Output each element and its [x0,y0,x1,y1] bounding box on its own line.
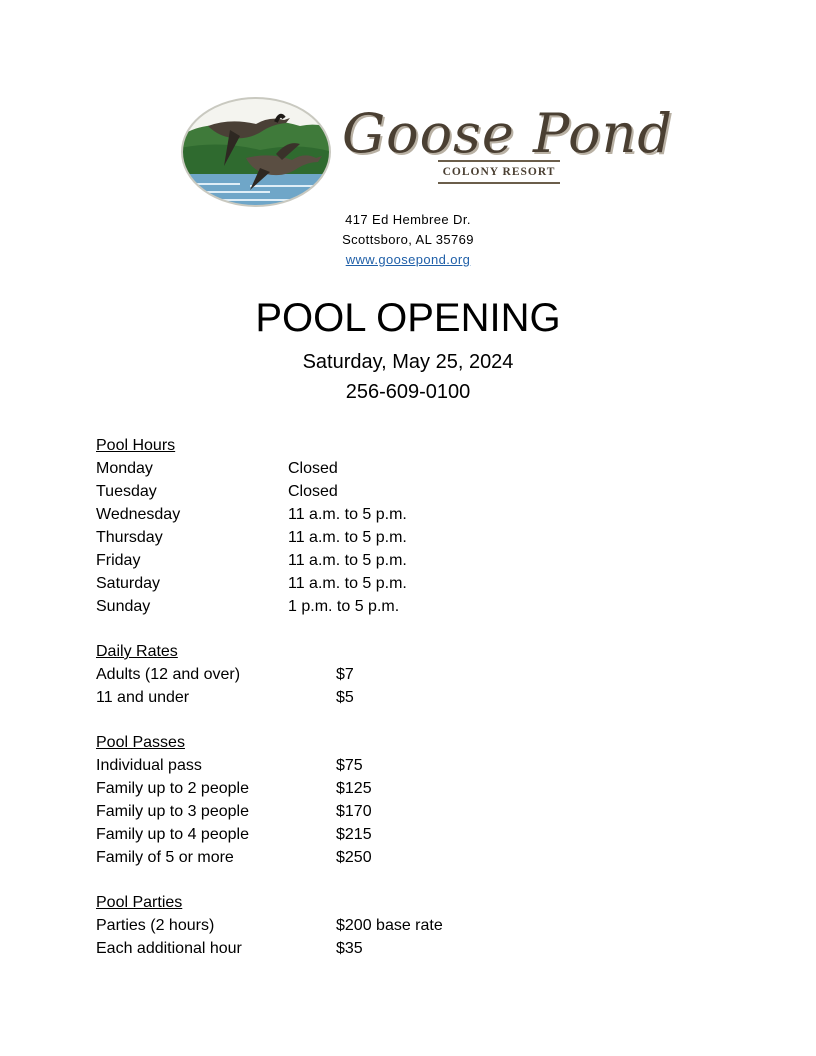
hours-value: 11 a.m. to 5 p.m. [288,575,407,592]
rate-price: $7 [336,666,354,683]
hours-value: Closed [288,460,338,477]
pool-passes-section [96,731,696,869]
pass-row [96,846,696,869]
rate-row [96,686,696,709]
hours-row [96,457,696,480]
phone-number: 256-609-0100 [345,381,471,403]
pass-row [96,754,696,777]
hours-row [96,526,696,549]
hours-row [96,595,696,618]
website-link[interactable]: www.goosepond.org [345,252,471,267]
daily-rates-section [96,640,696,709]
logo-wordmark: Goose Pond [342,102,673,165]
rate-price: $5 [336,689,354,706]
hours-row [96,480,696,503]
day-label: Sunday [96,598,151,615]
hours-value: 1 p.m. to 5 p.m. [288,598,400,615]
pass-price: $125 [336,780,372,797]
resort-logo [180,96,673,212]
party-price: $200 base rate [336,917,443,934]
page-title: POOL OPENING [255,296,561,340]
street-address: 417 Ed Hembree Dr. [345,212,471,227]
pass-label: Family up to 4 people [96,826,249,843]
day-label: Wednesday [96,506,181,523]
party-row [96,937,696,960]
hours-value: Closed [288,483,338,500]
pass-label: Individual pass [96,757,202,774]
party-price: $35 [336,940,363,957]
geese-over-pond-icon [180,96,332,208]
hours-row [96,549,696,572]
pool-hours-section [96,434,696,618]
rate-label: Adults (12 and over) [96,666,241,683]
pass-price: $250 [336,849,372,866]
opening-date: Saturday, May 25, 2024 [302,351,514,373]
pass-label: Family up to 2 people [96,780,249,797]
logo-subtitle: COLONY RESORT [438,160,560,184]
pass-label: Family up to 3 people [96,803,249,820]
hours-row [96,503,696,526]
section-heading: Daily Rates [96,643,178,660]
rate-row [96,663,696,686]
section-heading: Pool Parties [96,894,183,911]
party-row [96,914,696,937]
day-label: Tuesday [96,483,157,500]
hours-value: 11 a.m. to 5 p.m. [288,506,407,523]
day-label: Saturday [96,575,161,592]
pass-price: $75 [336,757,363,774]
party-label: Parties (2 hours) [96,917,215,934]
hours-value: 11 a.m. to 5 p.m. [288,552,407,569]
rate-label: 11 and under [96,689,190,706]
pass-price: $215 [336,826,372,843]
pass-row [96,777,696,800]
pass-price: $170 [336,803,372,820]
pass-row [96,800,696,823]
pass-row [96,823,696,846]
day-label: Friday [96,552,141,569]
hours-row [96,572,696,595]
pass-label: Family of 5 or more [96,849,234,866]
pool-parties-section [96,891,696,960]
day-label: Monday [96,460,153,477]
day-label: Thursday [96,529,163,546]
hours-value: 11 a.m. to 5 p.m. [288,529,407,546]
section-heading: Pool Passes [96,734,185,751]
section-heading: Pool Hours [96,437,176,454]
party-label: Each additional hour [96,940,242,957]
city-state-zip: Scottsboro, AL 35769 [342,232,474,247]
